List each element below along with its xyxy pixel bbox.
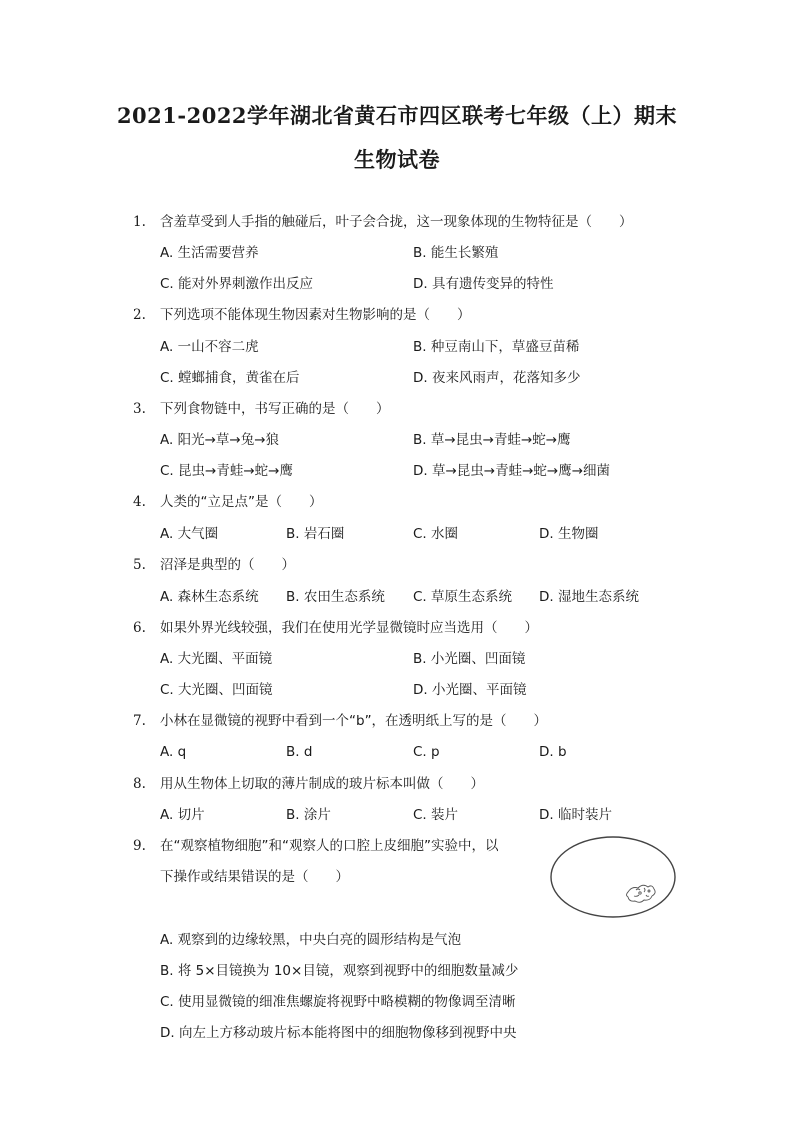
q8-option-c: C. 装片 xyxy=(413,807,459,823)
q3-option-a: A. 阳光→草→兔→狼 xyxy=(160,432,280,448)
q2-option-a: A. 一山不容二虎 xyxy=(160,339,259,355)
field-of-view-outline xyxy=(551,837,675,917)
q6-option-c: C. 大光圈、凹面镜 xyxy=(160,682,273,698)
exam-title-line2: 生物试卷 xyxy=(354,147,440,172)
q5-option-b: B. 农田生态系统 xyxy=(286,589,385,605)
exam-title-line1: 2021-2022学年湖北省黄石市四区联考七年级（上）期末 xyxy=(116,103,678,128)
q3-option-d: D. 草→昆虫→青蛙→蛇→鹰→细菌 xyxy=(413,463,611,479)
q7-option-a: A. q xyxy=(160,744,187,760)
q2-option-b: B. 种豆南山下，草盛豆苗稀 xyxy=(413,339,580,355)
cell-cluster-icon xyxy=(627,885,656,902)
question-number: 7. xyxy=(133,713,146,729)
q2-option-d: D. 夜来风雨声，花落知多少 xyxy=(413,370,581,386)
q9-option-c: C. 使用显微镜的细准焦螺旋将视野中略模糊的物像调至清晰 xyxy=(160,994,516,1010)
q1-option-d: D. 具有遗传变异的特性 xyxy=(413,276,554,292)
question-number: 8. xyxy=(133,776,146,792)
q3-option-b: B. 草→昆虫→青蛙→蛇→鹰 xyxy=(413,432,571,448)
question-number: 5. xyxy=(133,557,146,573)
q7-option-d: D. b xyxy=(539,744,567,760)
question-9-text-cont: 下操作或结果错误的是（ ） xyxy=(160,869,349,885)
q6-option-d: D. 小光圈、平面镜 xyxy=(413,682,527,698)
question-5-text: 沼泽是典型的（ ） xyxy=(160,557,295,573)
question-4-text: 人类的“立足点”是（ ） xyxy=(160,494,323,510)
question-number: 1. xyxy=(133,214,146,230)
q9-option-d: D. 向左上方移动玻片标本能将图中的细胞物像移到视野中央 xyxy=(160,1025,517,1041)
question-6-text: 如果外界光线较强，我们在使用光学显微镜时应当选用（ ） xyxy=(160,620,538,636)
question-9-text: 在“观察植物细胞”和“观察人的口腔上皮细胞”实验中，以 xyxy=(160,838,499,854)
q9-option-a: A. 观察到的边缘较黑，中央白亮的圆形结构是气泡 xyxy=(160,932,462,948)
q8-option-a: A. 切片 xyxy=(160,807,205,823)
q4-option-d: D. 生物圈 xyxy=(539,526,599,542)
q9-option-b: B. 将 5×目镜换为 10×目镜，观察到视野中的细胞数量减少 xyxy=(160,963,519,979)
q7-option-c: C. p xyxy=(413,744,440,760)
q4-option-a: A. 大气圈 xyxy=(160,526,219,542)
q8-option-b: B. 涂片 xyxy=(286,807,331,823)
q2-option-c: C. 螳螂捕食，黄雀在后 xyxy=(160,370,300,386)
q8-option-d: D. 临时装片 xyxy=(539,807,612,823)
question-number: 3. xyxy=(133,401,146,417)
question-8-text: 用从生物体上切取的薄片制成的玻片标本叫做（ ） xyxy=(160,776,484,792)
question-2-text: 下列选项不能体现生物因素对生物影响的是（ ） xyxy=(160,307,471,323)
q1-option-b: B. 能生长繁殖 xyxy=(413,245,499,261)
question-1-text: 含羞草受到人手指的触碰后，叶子会合拢，这一现象体现的生物特征是（ ） xyxy=(160,214,633,230)
question-number: 2. xyxy=(133,307,146,323)
q5-option-d: D. 湿地生态系统 xyxy=(539,589,639,605)
q1-option-c: C. 能对外界刺激作出反应 xyxy=(160,276,314,292)
q6-option-b: B. 小光圈、凹面镜 xyxy=(413,651,526,667)
question-number: 4. xyxy=(133,494,146,510)
q4-option-c: C. 水圈 xyxy=(413,526,459,542)
microscope-field-figure xyxy=(548,834,678,920)
question-7-text: 小林在显微镜的视野中看到一个“b”，在透明纸上写的是（ ） xyxy=(160,713,548,729)
q3-option-c: C. 昆虫→青蛙→蛇→鹰 xyxy=(160,463,293,479)
question-number: 6. xyxy=(133,620,146,636)
q5-option-a: A. 森林生态系统 xyxy=(160,589,259,605)
question-number: 9. xyxy=(133,838,146,854)
question-3-text: 下列食物链中，书写正确的是（ ） xyxy=(160,401,390,417)
q6-option-a: A. 大光圈、平面镜 xyxy=(160,651,273,667)
q5-option-c: C. 草原生态系统 xyxy=(413,589,513,605)
q4-option-b: B. 岩石圈 xyxy=(286,526,345,542)
q1-option-a: A. 生活需要营养 xyxy=(160,245,259,261)
q7-option-b: B. d xyxy=(286,744,313,760)
